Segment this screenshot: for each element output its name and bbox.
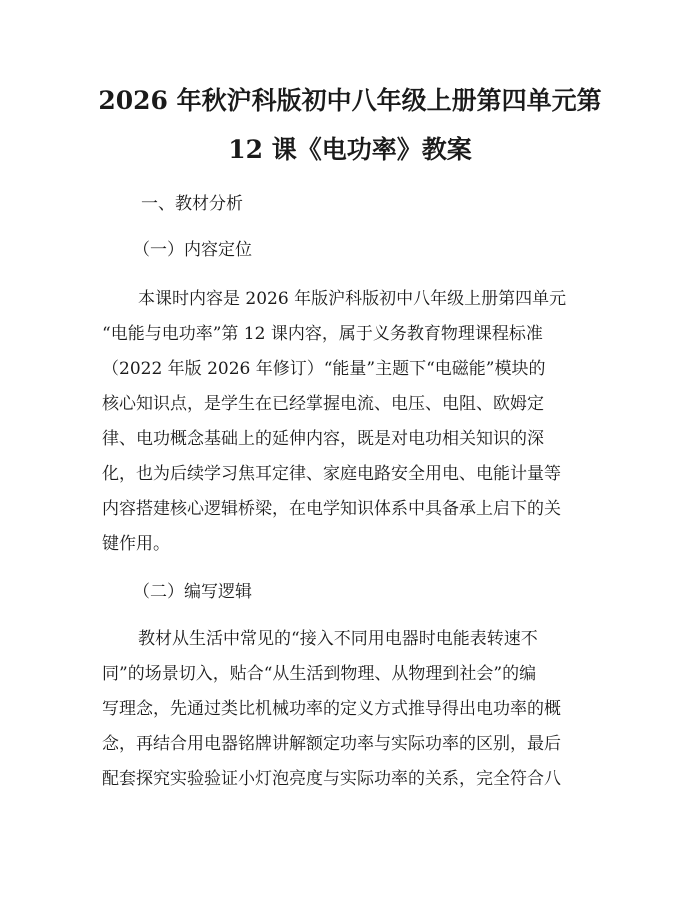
paragraph-line: 教材从生活中常见的“接入不同用电器时电能表转速不 — [138, 629, 538, 649]
subsection-heading-content-positioning: （一）内容定位 — [133, 240, 252, 260]
paragraph-line: 同”的场景切入，贴合“从生活到物理、从物理到社会”的编 — [102, 664, 537, 684]
document-title-line-1: 2026 年秋沪科版初中八年级上册第四单元第 — [98, 86, 602, 115]
document-title-line-2: 12 课《电功率》教案 — [228, 135, 472, 164]
paragraph-content-positioning — [102, 287, 602, 567]
paragraph-line: 写理念，先通过类比机械功率的定义方式推导得出电功率的概 — [102, 699, 561, 719]
paragraph-line: “电能与电功率”第 12 课内容，属于义务教育物理课程标准 — [102, 324, 543, 344]
paragraph-line: 内容搭建核心逻辑桥梁，在电学知识体系中具备承上启下的关 — [102, 499, 561, 519]
section-heading-teaching-material-analysis: 一、教材分析 — [141, 194, 243, 214]
paragraph-line: 本课时内容是 2026 年版沪科版初中八年级上册第四单元 — [138, 289, 567, 309]
paragraph-line: 配套探究实验验证小灯泡亮度与实际功率的关系，完全符合八 — [102, 769, 561, 789]
paragraph-writing-logic — [102, 627, 602, 802]
paragraph-line: 键作用。 — [102, 534, 170, 554]
paragraph-line: 念，再结合用电器铭牌讲解额定功率与实际功率的区别，最后 — [102, 734, 561, 754]
paragraph-line: 核心知识点，是学生在已经掌握电流、电压、电阻、欧姆定 — [102, 394, 544, 414]
paragraph-line: 化，也为后续学习焦耳定律、家庭电路安全用电、电能计量等 — [102, 464, 561, 484]
paragraph-line: 律、电功概念基础上的延伸内容，既是对电功相关知识的深 — [102, 429, 544, 449]
paragraph-line: （2022 年版 2026 年修订）“能量”主题下“电磁能”模块的 — [102, 359, 546, 379]
subsection-heading-writing-logic: （二）编写逻辑 — [133, 582, 252, 602]
